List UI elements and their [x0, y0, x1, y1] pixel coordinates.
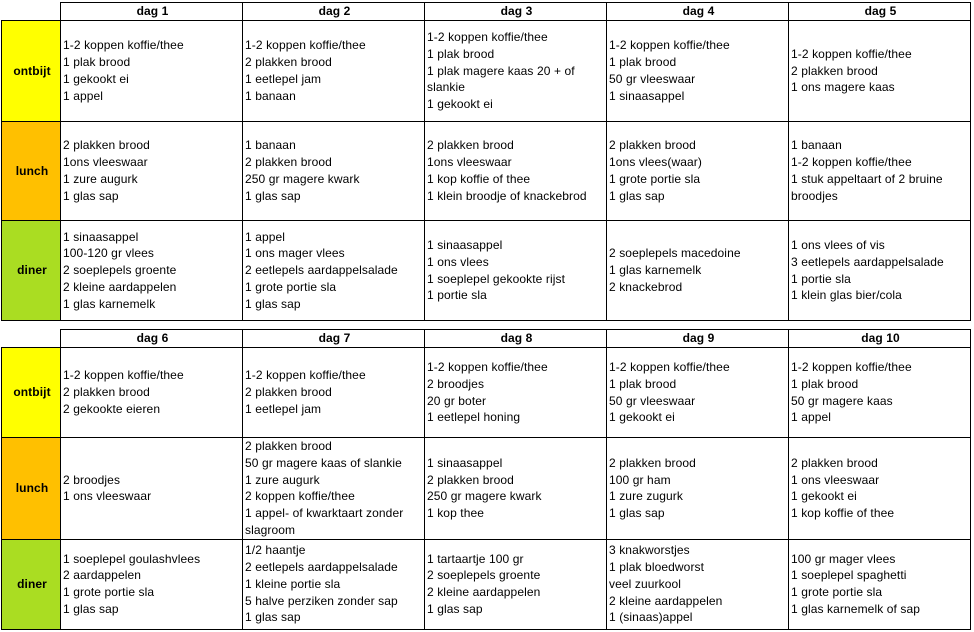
meal-item: 2 plakken brood — [245, 155, 332, 170]
meal-item: 1 banaan — [791, 138, 842, 153]
meal-cell — [243, 348, 425, 438]
meal-item: 1 grote portie sla — [63, 585, 155, 600]
corner-cell — [2, 3, 61, 21]
meal-cell — [425, 539, 607, 629]
meal-item: 2 plakken brood — [245, 385, 332, 400]
meal-item: 1 ons mager vlees — [245, 246, 345, 261]
meal-item: 1-2 koppen koffie/thee — [245, 368, 366, 383]
meal-plan-table-days-1-5 — [1, 2, 971, 321]
meal-item: 1 portie sla — [791, 271, 851, 286]
meal-item: 2 eetlepels aardappelsalade — [245, 560, 398, 575]
meal-item: 2 koppen koffie/thee — [245, 489, 355, 504]
meal-item: 1 glas sap — [245, 188, 301, 203]
meal-cell — [789, 122, 971, 221]
meal-item: 1 gekookt ei — [427, 97, 493, 112]
header-row — [2, 330, 971, 348]
meal-item: 100 gr mager vlees — [791, 551, 896, 566]
meal-item: 1 kleine portie sla — [245, 576, 341, 591]
meal-item: 1-2 koppen koffie/thee — [609, 359, 730, 374]
meal-item: 2 knackebrod — [609, 279, 683, 294]
meal-cell — [789, 221, 971, 321]
meal-label-lunch: lunch — [2, 438, 61, 540]
meal-cell — [425, 221, 607, 321]
meal-item: 1 plak brood — [609, 55, 677, 70]
meal-item: 1 glas karnemelk — [63, 296, 156, 311]
meal-item: 50 gr magere kaas — [791, 393, 893, 408]
meal-item: 1 plak brood — [609, 376, 677, 391]
meal-item: 2 plakken brood — [63, 138, 150, 153]
meal-cell — [425, 21, 607, 122]
meal-item: 1 stuk appeltaart of 2 bruine broodjes — [791, 172, 943, 203]
meal-cell — [61, 21, 243, 122]
meal-item: 1 soeplepel gekookte rijst — [427, 271, 566, 286]
meal-item: 1 glas sap — [427, 602, 483, 617]
meal-item: 1 appel- of kwarktaart zonder slagroom — [245, 506, 404, 537]
meal-item: 1 glas sap — [245, 610, 301, 625]
meal-item: 1 klein glas bier/cola — [791, 288, 902, 303]
meal-item: 1 kop koffie of thee — [791, 506, 895, 521]
meal-cell — [61, 348, 243, 438]
meal-item: 1 ons magere kaas — [791, 80, 895, 95]
meal-item: 1 banaan — [245, 88, 296, 103]
meal-item: 1-2 koppen koffie/thee — [791, 359, 912, 374]
meal-item: 1 ons vlees of vis — [791, 237, 885, 252]
meal-cell — [607, 539, 789, 629]
meal-item: 2 soeplepels groente — [63, 263, 177, 278]
meal-cell — [61, 539, 243, 629]
meal-item: 1 grote portie sla — [791, 585, 883, 600]
meal-item: 2 plakken brood — [791, 63, 878, 78]
meal-item: 1-2 koppen koffie/thee — [63, 368, 184, 383]
meal-cell — [425, 438, 607, 540]
meal-item: 250 gr magere kwark — [427, 489, 542, 504]
meal-item: 1 glas sap — [609, 188, 665, 203]
meal-cell — [607, 21, 789, 122]
meal-item: 1 glas sap — [63, 602, 119, 617]
meal-item: 2 kleine aardappelen — [63, 279, 177, 294]
meal-row-ontbijt — [2, 348, 971, 438]
meal-label-ontbijt: ontbijt — [2, 348, 61, 438]
meal-label-diner: diner — [2, 221, 61, 321]
meal-item: 2 plakken brood — [791, 455, 878, 470]
meal-label-lunch: lunch — [2, 122, 61, 221]
meal-row-ontbijt — [2, 21, 971, 122]
meal-item: 1 glas sap — [245, 296, 301, 311]
day-header: dag 9 — [607, 330, 789, 348]
meal-item: 2 plakken brood — [245, 55, 332, 70]
meal-item: 1ons vleeswaar — [63, 155, 148, 170]
meal-item: 1 sinaasappel — [609, 88, 685, 103]
meal-item: 1 glas karnemelk — [609, 263, 702, 278]
header-row — [2, 3, 971, 21]
meal-cell — [425, 122, 607, 221]
meal-cell — [243, 221, 425, 321]
meal-item: 20 gr boter — [427, 393, 487, 408]
meal-item: 2 plakken brood — [63, 385, 150, 400]
meal-item: 1 plak magere kaas 20 + of slankie — [427, 63, 575, 95]
meal-item: 2 plakken brood — [609, 138, 696, 153]
meal-item: 2 broodjes — [427, 376, 485, 391]
meal-label-diner: diner — [2, 539, 61, 629]
meal-item: 1ons vlees(waar) — [609, 155, 702, 170]
corner-cell — [2, 330, 61, 348]
meal-item: 1 sinaasappel — [427, 455, 503, 470]
meal-item: 1 gekookt ei — [63, 72, 129, 86]
meal-item: 1ons vleeswaar — [427, 155, 512, 170]
meal-item: 1 sinaasappel — [63, 229, 139, 244]
day-header: dag 7 — [243, 330, 425, 348]
meal-item: 1 plak brood — [427, 46, 495, 61]
meal-item: 2 plakken brood — [245, 439, 332, 453]
meal-item: 100-120 gr vlees — [63, 246, 154, 261]
meal-item: 1 eetlepel jam — [245, 72, 322, 86]
meal-item: 1 klein broodje of knackebrod — [427, 188, 587, 203]
meal-item: 1 gekookt ei — [609, 410, 675, 425]
meal-item: 1/2 haantje — [245, 543, 306, 558]
meal-item: 1 kop koffie of thee — [427, 172, 531, 186]
meal-item: 1 ons vlees — [427, 254, 489, 269]
meal-row-lunch — [2, 122, 971, 221]
day-header: dag 2 — [243, 3, 425, 21]
meal-item: 1 tartaartje 100 gr — [427, 551, 524, 566]
meal-item: 50 gr magere kaas of slankie — [245, 455, 402, 470]
meal-item: 2 soeplepels macedoine — [609, 246, 741, 261]
meal-item: 50 gr vleeswaar — [609, 393, 696, 408]
meal-item: 2 kleine aardappelen — [609, 593, 723, 608]
meal-item: 1 soeplepel spaghetti — [791, 568, 907, 583]
meal-cell — [61, 221, 243, 321]
meal-cell — [243, 122, 425, 221]
meal-item: 2 aardappelen — [63, 568, 142, 583]
meal-item: veel zuurkool — [609, 576, 682, 591]
meal-item: 1 plak brood — [791, 376, 859, 391]
meal-cell — [789, 348, 971, 438]
meal-cell — [425, 348, 607, 438]
meal-item: 2 plakken brood — [427, 472, 514, 487]
meal-item: 1 appel — [63, 88, 104, 103]
meal-item: 5 halve perziken zonder sap — [245, 593, 398, 608]
meal-label-ontbijt: ontbijt — [2, 21, 61, 122]
meal-row-diner — [2, 221, 971, 321]
meal-item: 1 plak brood — [63, 55, 131, 70]
day-header: dag 5 — [789, 3, 971, 21]
meal-item: 1 glas sap — [63, 188, 119, 203]
meal-item: 3 eetlepels aardappelsalade — [791, 254, 944, 269]
meal-item: 1-2 koppen koffie/thee — [791, 155, 912, 170]
meal-cell — [243, 438, 425, 540]
meal-cell — [61, 122, 243, 221]
meal-cell — [607, 221, 789, 321]
meal-cell — [607, 122, 789, 221]
meal-item: 1-2 koppen koffie/thee — [245, 38, 366, 53]
meal-item: 3 knakworstjes — [609, 543, 690, 558]
meal-item: 2 gekookte eieren — [63, 401, 161, 416]
meal-item: 1 glas sap — [609, 506, 665, 521]
day-header: dag 6 — [61, 330, 243, 348]
day-header: dag 1 — [61, 3, 243, 21]
meal-plan-table-days-6-10 — [1, 329, 971, 630]
meal-item: 1 appel — [791, 410, 832, 425]
meal-item: 1 gekookt ei — [791, 489, 857, 504]
meal-item: 1 soeplepel goulashvlees — [63, 551, 201, 566]
meal-item: 1 grote portie sla — [245, 279, 337, 294]
meal-row-lunch — [2, 438, 971, 540]
meal-item: 1 (sinaas)appel — [609, 610, 693, 625]
meal-item: 1 sinaasappel — [427, 237, 503, 252]
meal-item: 250 gr magere kwark — [245, 172, 360, 186]
meal-item: 1-2 koppen koffie/thee — [791, 46, 912, 61]
meal-item: 1 zure zugurk — [609, 489, 684, 504]
meal-item: 1-2 koppen koffie/thee — [63, 38, 184, 53]
meal-item: 1 banaan — [245, 138, 296, 153]
meal-cell — [61, 438, 243, 540]
meal-item: 2 plakken brood — [427, 138, 514, 153]
day-header: dag 8 — [425, 330, 607, 348]
meal-item: 2 soeplepels groente — [427, 568, 541, 583]
meal-item: 1 kop thee — [427, 506, 485, 521]
meal-item: 1 plak bloedworst — [609, 560, 705, 575]
meal-cell — [789, 21, 971, 122]
meal-item: 2 broodjes — [63, 472, 121, 487]
meal-item: 1 portie sla — [427, 288, 487, 303]
meal-item: 1 grote portie sla — [609, 172, 701, 186]
meal-item: 1 zure augurk — [63, 172, 138, 186]
meal-item: 2 eetlepels aardappelsalade — [245, 263, 398, 278]
meal-item: 1 ons vleeswaar — [791, 472, 880, 487]
day-header: dag 10 — [789, 330, 971, 348]
meal-item: 100 gr ham — [609, 472, 671, 487]
meal-item: 1 ons vleeswaar — [63, 489, 152, 504]
meal-cell — [789, 539, 971, 629]
meal-item: 1 appel — [245, 229, 286, 244]
meal-cell — [243, 21, 425, 122]
meal-cell — [607, 438, 789, 540]
meal-item: 1 glas karnemelk of sap — [791, 602, 921, 617]
meal-item: 1 zure augurk — [245, 472, 320, 487]
meal-cell — [607, 348, 789, 438]
meal-item: 2 plakken brood — [609, 455, 696, 470]
meal-item: 1-2 koppen koffie/thee — [427, 30, 548, 44]
meal-item: 1 eetlepel jam — [245, 401, 322, 416]
meal-item: 1 eetlepel honing — [427, 410, 521, 425]
meal-item: 50 gr vleeswaar — [609, 72, 696, 86]
day-header: dag 3 — [425, 3, 607, 21]
meal-row-diner — [2, 539, 971, 629]
meal-item: 1-2 koppen koffie/thee — [427, 359, 548, 374]
day-header: dag 4 — [607, 3, 789, 21]
meal-cell — [243, 539, 425, 629]
meal-item: 2 kleine aardappelen — [427, 585, 541, 600]
meal-cell — [789, 438, 971, 540]
meal-item: 1-2 koppen koffie/thee — [609, 38, 730, 53]
